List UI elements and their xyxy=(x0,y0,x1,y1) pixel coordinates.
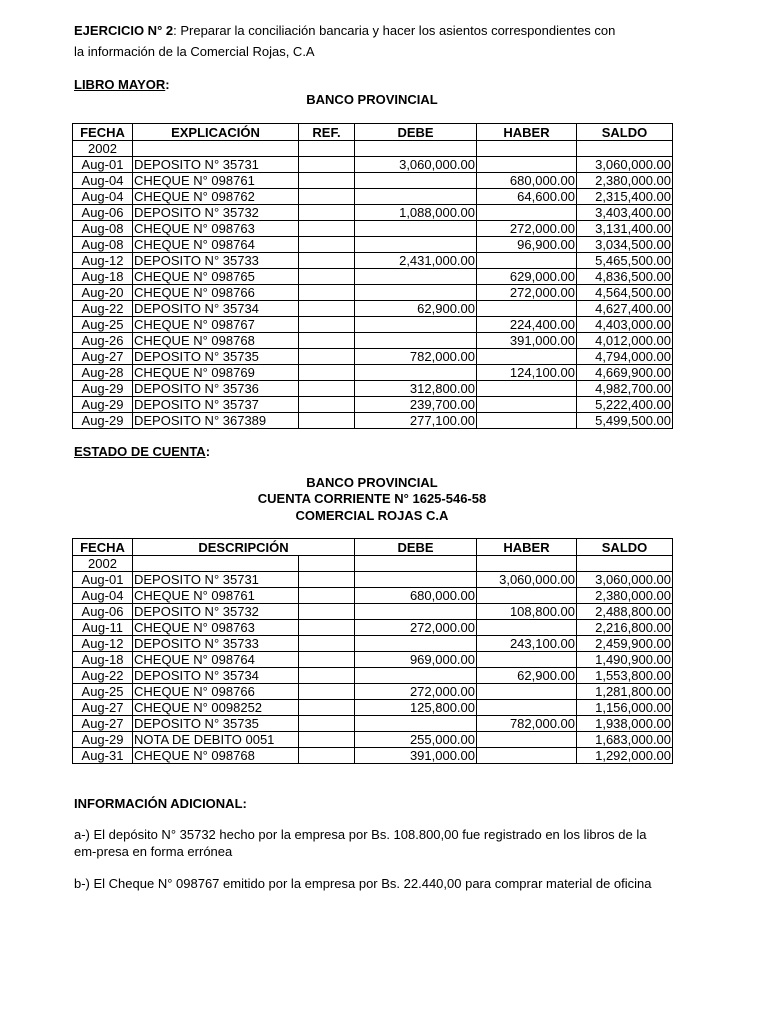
balance-cell: 3,131,400.00 xyxy=(577,221,673,237)
debit-cell xyxy=(355,572,477,588)
table-row xyxy=(73,317,673,333)
balance-cell: 2,380,000.00 xyxy=(577,588,673,604)
credit-cell: 629,000.00 xyxy=(477,269,577,285)
description-cell: DEPOSITO N° 367389 xyxy=(133,413,299,429)
empty-cell xyxy=(477,556,577,572)
date-cell: Aug-18 xyxy=(73,269,133,285)
estado-header-saldo: SALDO xyxy=(577,539,673,556)
blank-cell xyxy=(299,716,355,732)
libro-header-row xyxy=(73,124,673,141)
ref-cell xyxy=(299,157,355,173)
description-cell: DEPOSITO N° 35734 xyxy=(133,668,299,684)
estado-header-fecha: FECHA xyxy=(73,539,133,556)
date-cell: Aug-31 xyxy=(73,748,133,764)
blank-cell xyxy=(299,700,355,716)
description-cell: CHEQUE N° 098768 xyxy=(133,748,299,764)
debit-cell xyxy=(355,221,477,237)
description-cell: CHEQUE N° 098761 xyxy=(133,588,299,604)
table-row xyxy=(73,620,673,636)
credit-cell xyxy=(477,700,577,716)
table-row xyxy=(73,285,673,301)
table-row xyxy=(73,732,673,748)
libro-header-debe: DEBE xyxy=(355,124,477,141)
description-cell: DEPOSITO N° 35736 xyxy=(133,381,299,397)
debit-cell: 391,000.00 xyxy=(355,748,477,764)
credit-cell: 62,900.00 xyxy=(477,668,577,684)
description-cell: CHEQUE N° 098762 xyxy=(133,189,299,205)
date-cell: Aug-25 xyxy=(73,684,133,700)
credit-cell: 124,100.00 xyxy=(477,365,577,381)
balance-cell: 1,938,000.00 xyxy=(577,716,673,732)
description-cell: DEPOSITO N° 35733 xyxy=(133,253,299,269)
balance-cell: 2,380,000.00 xyxy=(577,173,673,189)
balance-cell: 1,281,800.00 xyxy=(577,684,673,700)
estado-company-title: COMERCIAL ROJAS C.A xyxy=(295,508,449,523)
debit-cell: 3,060,000.00 xyxy=(355,157,477,173)
description-cell: DEPOSITO N° 35735 xyxy=(133,716,299,732)
empty-cell xyxy=(577,141,673,157)
description-cell: CHEQUE N° 098768 xyxy=(133,333,299,349)
adicional-note-a-line1: a-) El depósito N° 35732 hecho por la empresa por Bs. 108.800,00 fue registrado en los libros de la xyxy=(74,827,647,842)
blank-cell xyxy=(299,572,355,588)
date-cell: Aug-06 xyxy=(73,205,133,221)
ref-cell xyxy=(299,413,355,429)
debit-cell: 782,000.00 xyxy=(355,349,477,365)
blank-cell xyxy=(299,620,355,636)
debit-cell: 62,900.00 xyxy=(355,301,477,317)
estado-cuenta-table xyxy=(72,538,673,764)
description-cell: DEPOSITO N° 35732 xyxy=(133,604,299,620)
date-cell: Aug-12 xyxy=(73,253,133,269)
balance-cell: 3,060,000.00 xyxy=(577,157,673,173)
blank-cell xyxy=(299,604,355,620)
debit-cell xyxy=(355,317,477,333)
debit-cell: 272,000.00 xyxy=(355,620,477,636)
date-cell: Aug-29 xyxy=(73,732,133,748)
table-row xyxy=(73,253,673,269)
balance-cell: 1,156,000.00 xyxy=(577,700,673,716)
empty-cell xyxy=(133,141,299,157)
ref-cell xyxy=(299,381,355,397)
credit-cell xyxy=(477,748,577,764)
credit-cell: 108,800.00 xyxy=(477,604,577,620)
table-row xyxy=(73,205,673,221)
estado-header-debe: DEBE xyxy=(355,539,477,556)
date-cell: Aug-29 xyxy=(73,413,133,429)
date-cell: Aug-29 xyxy=(73,381,133,397)
debit-cell xyxy=(355,716,477,732)
libro-header-explicacion: EXPLICACIÓN xyxy=(133,124,299,141)
credit-cell xyxy=(477,157,577,173)
balance-cell: 5,499,500.00 xyxy=(577,413,673,429)
blank-cell xyxy=(299,732,355,748)
description-cell: CHEQUE N° 098764 xyxy=(133,652,299,668)
balance-cell: 4,669,900.00 xyxy=(577,365,673,381)
debit-cell: 277,100.00 xyxy=(355,413,477,429)
credit-cell xyxy=(477,732,577,748)
description-cell: CHEQUE N° 098767 xyxy=(133,317,299,333)
date-cell: Aug-26 xyxy=(73,333,133,349)
ref-cell xyxy=(299,189,355,205)
adicional-heading: INFORMACIÓN ADICIONAL: xyxy=(74,796,247,811)
ref-cell xyxy=(299,333,355,349)
description-cell: CHEQUE N° 098763 xyxy=(133,221,299,237)
date-cell: Aug-22 xyxy=(73,301,133,317)
debit-cell: 312,800.00 xyxy=(355,381,477,397)
description-cell: CHEQUE N° 098761 xyxy=(133,173,299,189)
credit-cell xyxy=(477,301,577,317)
date-cell: Aug-28 xyxy=(73,365,133,381)
debit-cell xyxy=(355,173,477,189)
balance-cell: 2,216,800.00 xyxy=(577,620,673,636)
exercise-text: : Preparar la conciliación bancaria y hacer los asientos correspondientes con xyxy=(173,23,616,38)
table-row xyxy=(73,748,673,764)
description-cell: CHEQUE N° 098766 xyxy=(133,684,299,700)
table-row xyxy=(73,716,673,732)
empty-cell xyxy=(299,556,355,572)
debit-cell: 969,000.00 xyxy=(355,652,477,668)
ref-cell xyxy=(299,301,355,317)
credit-cell xyxy=(477,684,577,700)
debit-cell xyxy=(355,237,477,253)
description-cell: CHEQUE N° 098766 xyxy=(133,285,299,301)
debit-cell: 680,000.00 xyxy=(355,588,477,604)
table-row xyxy=(73,381,673,397)
table-row xyxy=(73,397,673,413)
debit-cell: 255,000.00 xyxy=(355,732,477,748)
date-cell: Aug-18 xyxy=(73,652,133,668)
libro-bank-title: BANCO PROVINCIAL xyxy=(306,92,438,107)
description-cell: DEPOSITO N° 35735 xyxy=(133,349,299,365)
debit-cell: 125,800.00 xyxy=(355,700,477,716)
empty-cell xyxy=(355,556,477,572)
balance-cell: 1,292,000.00 xyxy=(577,748,673,764)
date-cell: Aug-27 xyxy=(73,349,133,365)
blank-cell xyxy=(299,652,355,668)
table-row xyxy=(73,269,673,285)
blank-cell xyxy=(299,668,355,684)
libro-header-ref: REF. xyxy=(299,124,355,141)
table-row xyxy=(73,652,673,668)
balance-cell: 4,564,500.00 xyxy=(577,285,673,301)
empty-cell xyxy=(355,141,477,157)
table-row xyxy=(73,604,673,620)
debit-cell: 239,700.00 xyxy=(355,397,477,413)
debit-cell: 2,431,000.00 xyxy=(355,253,477,269)
ref-cell xyxy=(299,317,355,333)
estado-bank-title: BANCO PROVINCIAL xyxy=(306,475,438,490)
table-row xyxy=(73,365,673,381)
balance-cell: 2,315,400.00 xyxy=(577,189,673,205)
date-cell: Aug-04 xyxy=(73,173,133,189)
description-cell: DEPOSITO N° 35737 xyxy=(133,397,299,413)
ref-cell xyxy=(299,221,355,237)
adicional-note-a-line2: em-presa en forma errónea xyxy=(74,844,233,859)
balance-cell: 4,794,000.00 xyxy=(577,349,673,365)
blank-cell xyxy=(299,636,355,652)
debit-cell xyxy=(355,604,477,620)
table-row xyxy=(73,684,673,700)
balance-cell: 2,459,900.00 xyxy=(577,636,673,652)
credit-cell: 243,100.00 xyxy=(477,636,577,652)
estado-header-descripcion: DESCRIPCIÓN xyxy=(133,539,355,556)
libro-header-saldo: SALDO xyxy=(577,124,673,141)
table-row xyxy=(73,237,673,253)
balance-cell: 4,982,700.00 xyxy=(577,381,673,397)
balance-cell: 4,403,000.00 xyxy=(577,317,673,333)
balance-cell: 3,403,400.00 xyxy=(577,205,673,221)
blank-cell xyxy=(299,684,355,700)
ref-cell xyxy=(299,365,355,381)
date-cell: Aug-01 xyxy=(73,157,133,173)
date-cell: Aug-04 xyxy=(73,588,133,604)
credit-cell: 391,000.00 xyxy=(477,333,577,349)
description-cell: DEPOSITO N° 35734 xyxy=(133,301,299,317)
credit-cell xyxy=(477,588,577,604)
description-cell: CHEQUE N° 098765 xyxy=(133,269,299,285)
date-cell: Aug-27 xyxy=(73,716,133,732)
exercise-statement-line1 xyxy=(74,22,615,39)
blank-cell xyxy=(299,748,355,764)
balance-cell: 1,490,900.00 xyxy=(577,652,673,668)
debit-cell: 1,088,000.00 xyxy=(355,205,477,221)
balance-cell: 3,034,500.00 xyxy=(577,237,673,253)
date-cell: Aug-11 xyxy=(73,620,133,636)
libro-mayor-heading-text: LIBRO MAYOR xyxy=(74,77,166,92)
date-cell: Aug-27 xyxy=(73,700,133,716)
balance-cell: 4,627,400.00 xyxy=(577,301,673,317)
debit-cell xyxy=(355,333,477,349)
date-cell: Aug-06 xyxy=(73,604,133,620)
estado-heading-colon: : xyxy=(205,444,211,459)
ref-cell xyxy=(299,285,355,301)
debit-cell xyxy=(355,269,477,285)
date-cell: Aug-01 xyxy=(73,572,133,588)
description-cell: DEPOSITO N° 35732 xyxy=(133,205,299,221)
description-cell: DEPOSITO N° 35731 xyxy=(133,157,299,173)
balance-cell: 4,836,500.00 xyxy=(577,269,673,285)
balance-cell: 1,683,000.00 xyxy=(577,732,673,748)
description-cell: CHEQUE N° 098769 xyxy=(133,365,299,381)
date-cell: Aug-25 xyxy=(73,317,133,333)
debit-cell xyxy=(355,668,477,684)
credit-cell: 272,000.00 xyxy=(477,221,577,237)
credit-cell: 96,900.00 xyxy=(477,237,577,253)
empty-cell xyxy=(299,141,355,157)
table-row xyxy=(73,413,673,429)
exercise-label: EJERCICIO N° 2 xyxy=(74,23,174,38)
balance-cell: 3,060,000.00 xyxy=(577,572,673,588)
credit-cell xyxy=(477,381,577,397)
estado-heading-text: ESTADO DE CUENTA xyxy=(74,444,206,459)
table-row xyxy=(73,588,673,604)
estado-heading xyxy=(74,443,210,460)
debit-cell: 272,000.00 xyxy=(355,684,477,700)
credit-cell: 3,060,000.00 xyxy=(477,572,577,588)
adicional-note-b-line1: b-) El Cheque N° 098767 emitido por la empresa por Bs. 22.440,00 para comprar material de oficina xyxy=(74,876,652,891)
date-cell: Aug-22 xyxy=(73,668,133,684)
description-cell: DEPOSITO N° 35733 xyxy=(133,636,299,652)
date-cell: Aug-29 xyxy=(73,397,133,413)
debit-cell xyxy=(355,189,477,205)
ref-cell xyxy=(299,173,355,189)
blank-cell xyxy=(299,588,355,604)
date-cell: Aug-04 xyxy=(73,189,133,205)
empty-cell xyxy=(577,556,673,572)
debit-cell xyxy=(355,636,477,652)
credit-cell: 272,000.00 xyxy=(477,285,577,301)
table-row xyxy=(73,636,673,652)
description-cell: CHEQUE N° 098763 xyxy=(133,620,299,636)
exercise-statement-line2: la información de la Comercial Rojas, C.A xyxy=(74,44,315,59)
credit-cell xyxy=(477,349,577,365)
ref-cell xyxy=(299,269,355,285)
credit-cell xyxy=(477,397,577,413)
table-row xyxy=(73,157,673,173)
credit-cell: 680,000.00 xyxy=(477,173,577,189)
description-cell: CHEQUE N° 098764 xyxy=(133,237,299,253)
year-cell: 2002 xyxy=(73,141,133,157)
credit-cell xyxy=(477,620,577,636)
ref-cell xyxy=(299,205,355,221)
credit-cell: 64,600.00 xyxy=(477,189,577,205)
table-row xyxy=(73,333,673,349)
balance-cell: 1,553,800.00 xyxy=(577,668,673,684)
estado-account-title: CUENTA CORRIENTE N° 1625-546-58 xyxy=(257,491,487,506)
debit-cell xyxy=(355,285,477,301)
table-row xyxy=(73,189,673,205)
credit-cell xyxy=(477,652,577,668)
table-row xyxy=(73,349,673,365)
year-row xyxy=(73,556,673,572)
ref-cell xyxy=(299,253,355,269)
credit-cell xyxy=(477,205,577,221)
description-cell: NOTA DE DEBITO 0051 xyxy=(133,732,299,748)
libro-mayor-table xyxy=(72,123,673,429)
table-row xyxy=(73,668,673,684)
debit-cell xyxy=(355,365,477,381)
ref-cell xyxy=(299,237,355,253)
balance-cell: 4,012,000.00 xyxy=(577,333,673,349)
empty-cell xyxy=(133,556,299,572)
balance-cell: 5,222,400.00 xyxy=(577,397,673,413)
empty-cell xyxy=(477,141,577,157)
libro-mayor-heading-colon: : xyxy=(165,77,170,92)
libro-header-haber: HABER xyxy=(477,124,577,141)
balance-cell: 5,465,500.00 xyxy=(577,253,673,269)
credit-cell: 782,000.00 xyxy=(477,716,577,732)
balance-cell: 2,488,800.00 xyxy=(577,604,673,620)
libro-header-fecha: FECHA xyxy=(73,124,133,141)
table-row xyxy=(73,572,673,588)
date-cell: Aug-08 xyxy=(73,237,133,253)
table-row xyxy=(73,700,673,716)
date-cell: Aug-08 xyxy=(73,221,133,237)
date-cell: Aug-12 xyxy=(73,636,133,652)
credit-cell xyxy=(477,413,577,429)
ref-cell xyxy=(299,349,355,365)
description-cell: CHEQUE N° 0098252 xyxy=(133,700,299,716)
table-row xyxy=(73,221,673,237)
table-row xyxy=(73,301,673,317)
description-cell: DEPOSITO N° 35731 xyxy=(133,572,299,588)
credit-cell: 224,400.00 xyxy=(477,317,577,333)
ref-cell xyxy=(299,397,355,413)
estado-header-row xyxy=(73,539,673,556)
date-cell: Aug-20 xyxy=(73,285,133,301)
table-row xyxy=(73,173,673,189)
estado-header-haber: HABER xyxy=(477,539,577,556)
year-cell: 2002 xyxy=(73,556,133,572)
credit-cell xyxy=(477,253,577,269)
year-row xyxy=(73,141,673,157)
